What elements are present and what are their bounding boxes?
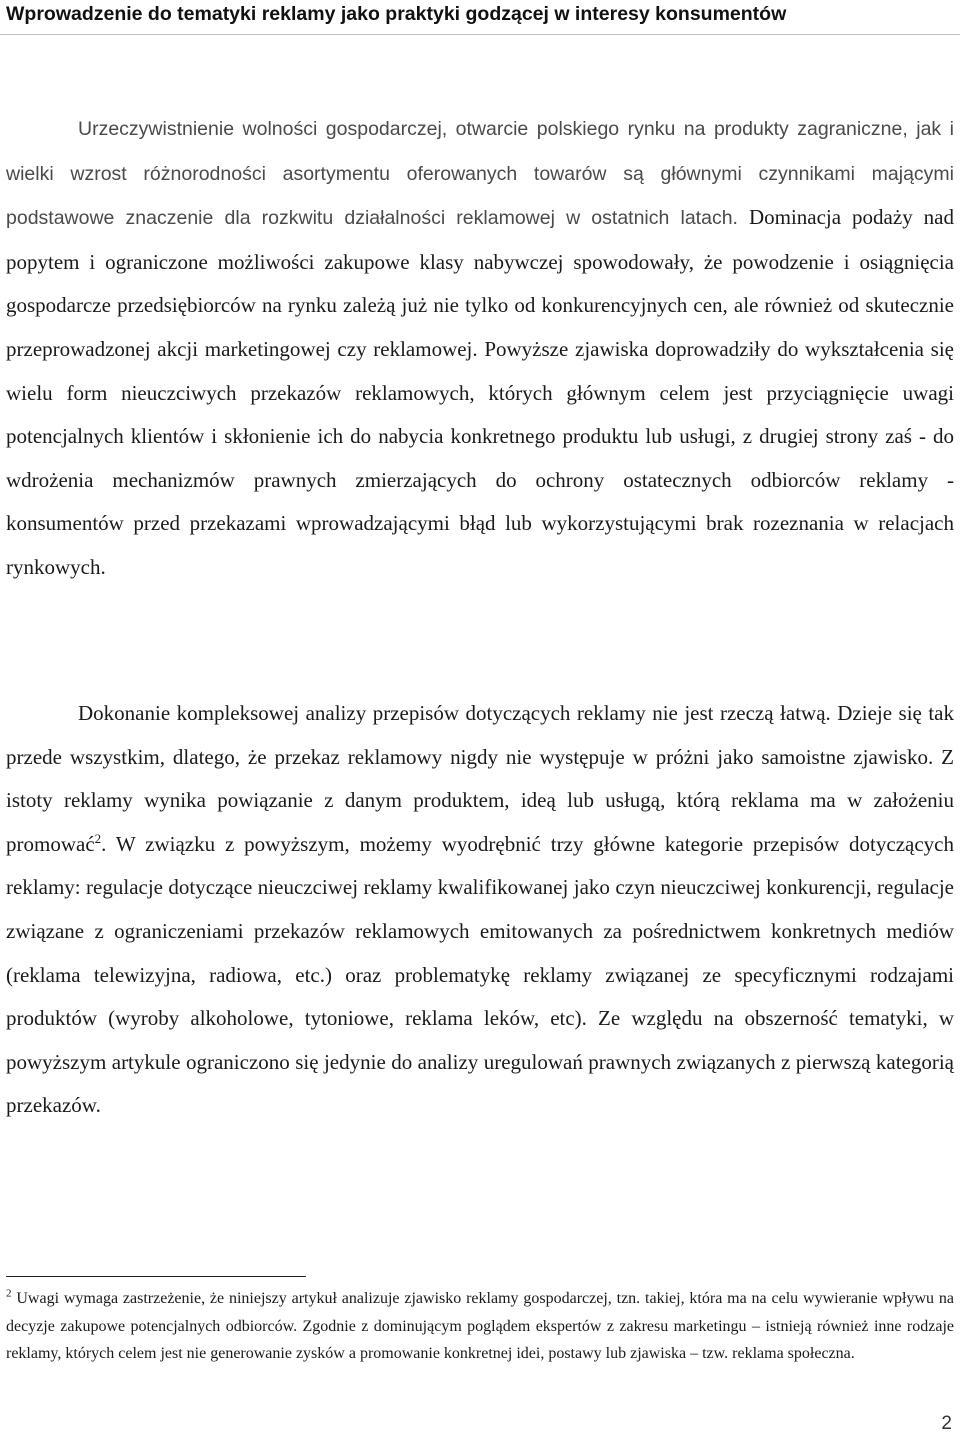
paragraph-1-intro: Urzeczywistnienie wolności gospodarczej, otwarcie polskiego rynku na produkty zagraniczne, jak i wielki wzrost różnorodności asortymentu oferowanych towarów są głównymi czynnikami mającymi podstawowe znaczenie dla rozkwitu działalności reklamowej w ostatnich latach.	[6, 118, 954, 230]
footnote-divider	[6, 1276, 306, 1277]
paragraph-2-after-ref: . W związku z powyższym, możemy wyodrębnić trzy główne kategorie przepisów dotyczących reklamy: regulacje dotyczące nieuczciwej reklamy kwalifikowanej jako czyn nieuczciwej konkurencji, regulacje związane z ograniczeniami przekazów reklamowych emitowanych za pośrednictwem konkretnych mediów (reklama telewizyjna, radiowa, etc.) oraz problematykę reklamy związanej ze specyficznymi rodzajami produktów (wyroby alkoholowe, tytoniowe, reklama leków, etc). Ze względu na obszerność tematyki, w powyższym artykule ograniczono się jedynie do analizy uregulowań prawnych związanych z pierwszą kategorią przekazów.	[6, 831, 954, 1118]
paragraph-1-body: Dominacja podaży nad popytem i ograniczone możliwości zakupowe klasy nabywczej spowodowały, że powodzenie i osiągnięcia gospodarcze przedsiębiorców na rynku zależą już nie tylko od konkurencyjnych cen, ale również od skutecznie przeprowadzonej akcji marketingowej czy reklamowej. Powyższe zjawiska doprowadziły do wykształcenia się wielu form nieuczciwych przekazów reklamowych, których głównym celem jest przyciągnięcie uwagi potencjalnych klientów i skłonienie ich do nabycia konkretnego produktu lub usługi, z drugiej strony zaś - do wdrożenia mechanizmów prawnych zmierzających do ochrony ostatecznych odbiorców reklamy - konsumentów przed przekazami wprowadzającymi błąd lub wykorzystującymi brak rozeznania w relacjach rynkowych.	[6, 205, 954, 579]
footnote	[6, 1285, 954, 1368]
footnote-text: Uwagi wymaga zastrzeżenie, że niniejszy artykuł analizuje zjawisko reklamy gospodarczej, tzn. takiej, która ma na celu wywieranie wpływu na decyzje zakupowe potencjalnych odbiorców. Zgodnie z dominującym poglądem ekspertów z zakresu marketingu – istnieją również inne rodzaje reklamy, których celem jest nie generowanie zysków a promowanie konkretnej idei, postawy lub zjawiska – tzw. reklama społeczna.	[6, 1290, 955, 1362]
footnote-reference[interactable]: 2	[94, 830, 102, 846]
paragraph-1	[6, 107, 954, 590]
document-header	[0, 0, 960, 35]
document-title: Wprowadzenie do tematyki reklamy jako praktyki godzącej w interesy konsumentów	[6, 3, 787, 25]
footnote-marker: 2	[6, 1287, 12, 1300]
page-number: 2	[941, 1413, 952, 1434]
paragraph-2	[6, 692, 954, 1128]
paragraph-2-before-ref: Dokonanie kompleksowej analizy przepisów dotyczących reklamy nie jest rzeczą łatwą. Dzieje się tak przede wszystkim, dlatego, że przekaz reklamowy nigdy nie występuje w próżni jako samoistne zjawisko. Z istoty reklamy wynika powiązanie z danym produktem, ideą lub usługą, którą reklama ma w założeniu promować	[6, 701, 954, 856]
